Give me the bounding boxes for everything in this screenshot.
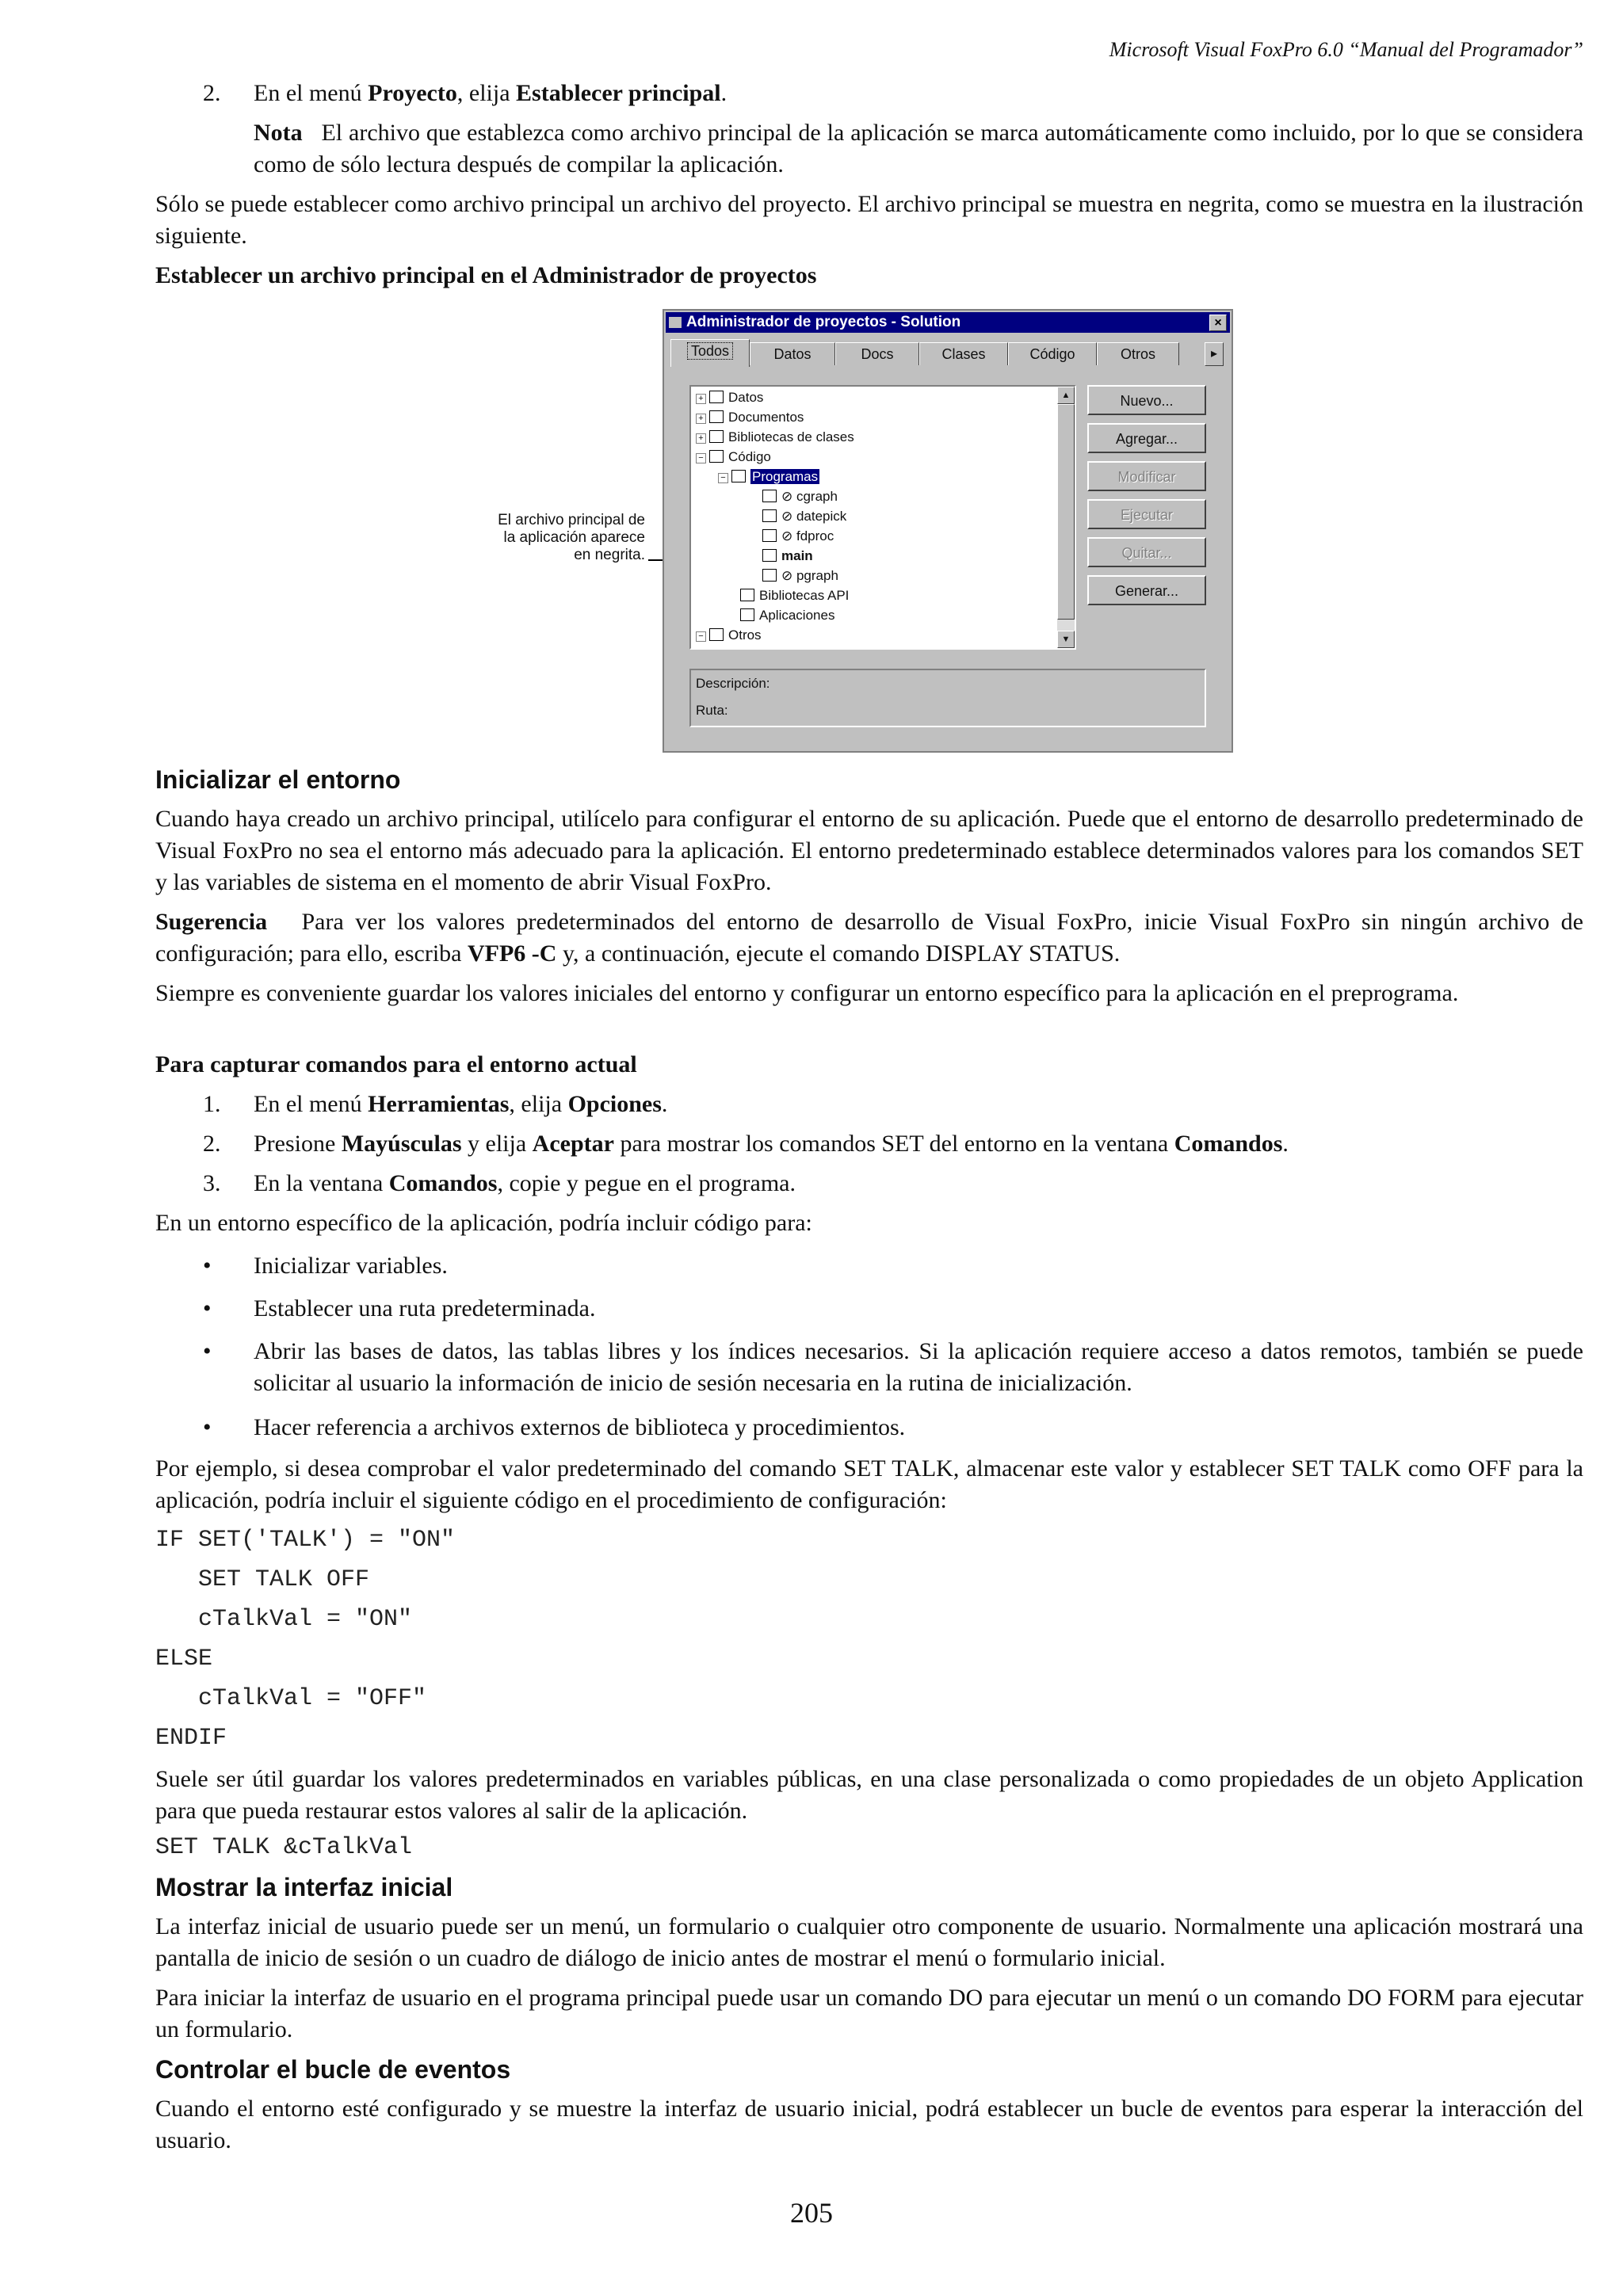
file-icon xyxy=(762,549,777,562)
step-item: 1. En el menú Herramientas, elija Opciones. xyxy=(203,1091,668,1117)
tree-item-programas[interactable]: − Programas xyxy=(718,467,819,486)
tab-strip xyxy=(670,339,1225,368)
paragraph: Cuando haya creado un archivo principal, utilícelo para configurar el entorno de su aplicación. Puede que el entorno de desarrollo predeterminado de Visual FoxPro no sea el entorno más adecuado para la aplicación. El entorno predeterminado establece determinados valores para los comandos SET y las variables de sistema en el momento de abrir Visual FoxPro. xyxy=(155,806,1583,895)
api-library-icon xyxy=(740,589,754,601)
project-icon xyxy=(669,317,682,328)
code-line: cTalkVal = "OFF" xyxy=(155,1685,427,1712)
tab-scroll-arrow-icon[interactable]: ▸ xyxy=(1205,342,1224,366)
collapse-icon[interactable]: − xyxy=(696,631,706,642)
paragraph: Suele ser útil guardar los valores predeterminados en variables públicas, en una clase personalizada o como propiedades de un objeto Application para que pueda restaurar estos valores al salir de la aplicación. xyxy=(155,1766,1583,1824)
heading-interfaz: Mostrar la interfaz inicial xyxy=(155,1873,453,1901)
step-item: 2. Presione Mayúsculas y elija Aceptar para mostrar los comandos SET del entorno en la ventana Comandos. xyxy=(203,1131,1289,1157)
heading-capturar: Para capturar comandos para el entorno actual xyxy=(155,1051,637,1077)
file-icon xyxy=(762,569,777,582)
scroll-thumb[interactable] xyxy=(1057,404,1075,620)
agregar-button[interactable]: Agregar... xyxy=(1087,423,1206,453)
window-title: Administrador de proyectos - Solution xyxy=(686,314,961,330)
expand-icon[interactable]: + xyxy=(696,394,706,404)
code-line: IF SET('TALK') = "ON" xyxy=(155,1527,456,1554)
quitar-button[interactable]: Quitar... xyxy=(1087,537,1206,567)
nuevo-button[interactable]: Nuevo... xyxy=(1087,385,1206,415)
tree-item-codigo[interactable]: − Código xyxy=(696,448,771,467)
description-label: Descripción: xyxy=(696,676,770,691)
code-line: SET TALK &cTalkVal xyxy=(155,1834,413,1861)
other-files-icon xyxy=(709,628,724,641)
tree-item-aplicaciones[interactable]: Aplicaciones xyxy=(740,606,834,625)
bullet-item: • Inicializar variables. xyxy=(203,1253,448,1279)
bullet-item: • Establecer una ruta predeterminada. xyxy=(203,1295,596,1322)
step-number: 2. xyxy=(203,80,221,106)
step-establecer-principal: 2. En el menú Proyecto, elija Establecer principal. xyxy=(203,78,727,109)
expand-icon[interactable]: + xyxy=(696,414,706,424)
tip-paragraph: Sugerencia Para ver los valores predeterminados del entorno de desarrollo de Visual FoxPro, inicie Visual FoxPro sin ningún archivo de configuración; para ello, escriba VFP6 -C y, a continuación, ejecute el comando DISPLAY STATUS. xyxy=(155,909,1583,967)
paragraph: Sólo se puede establecer como archivo principal un archivo del proyecto. El archivo principal se muestra en negrita, como se muestra en la ilustración siguiente. xyxy=(155,191,1583,249)
modificar-button[interactable]: Modificar xyxy=(1087,461,1206,491)
figure-callout: El archivo principal de la aplicación aparece en negrita. xyxy=(498,512,645,563)
tree-scrollbar[interactable] xyxy=(1057,387,1075,648)
note-label: Nota xyxy=(254,120,303,146)
tab-codigo[interactable]: Código xyxy=(1008,342,1097,365)
paragraph: Por ejemplo, si desea comprobar el valor predeterminado del comando SET TALK, almacenar este valor y establecer SET TALK como OFF para la aplicación, podría incluir el siguiente código en el procedimiento de configuración: xyxy=(155,1455,1583,1513)
tree-item-pgraph[interactable]: ⊘ pgraph xyxy=(762,566,838,585)
window-titlebar xyxy=(666,312,1230,333)
figure-caption: Establecer un archivo principal en el Administrador de proyectos xyxy=(155,262,817,288)
tree-item-bibliotecas-api[interactable]: Bibliotecas API xyxy=(740,586,849,605)
tree-item-datos[interactable]: + Datos xyxy=(696,388,763,407)
class-library-icon xyxy=(709,430,724,443)
step-item: 3. En la ventana Comandos, copie y pegue en el programa. xyxy=(203,1170,796,1196)
paragraph: Siempre es conveniente guardar los valores iniciales del entorno y configurar un entorno específico para la aplicación en el preprograma. xyxy=(155,980,1459,1006)
form-icon xyxy=(709,410,724,423)
tip-label: Sugerencia xyxy=(155,909,268,935)
tree-item-fdproc[interactable]: ⊘ fdproc xyxy=(762,527,834,546)
code-line: ENDIF xyxy=(155,1725,227,1752)
tab-clases[interactable]: Clases xyxy=(919,342,1008,365)
file-icon xyxy=(762,529,777,542)
tab-datos[interactable]: Datos xyxy=(750,342,835,365)
paragraph: En un entorno específico de la aplicación, podría incluir código para: xyxy=(155,1210,812,1236)
expand-icon[interactable]: + xyxy=(696,433,706,444)
scroll-down-icon[interactable]: ▼ xyxy=(1057,631,1075,648)
collapse-icon[interactable]: − xyxy=(718,473,728,483)
description-panel xyxy=(689,669,1206,727)
page-number: 205 xyxy=(790,2197,833,2229)
bullet-item: • Abrir las bases de datos, las tablas libres y los índices necesarios. Si la aplicación requiere acceso a datos remotos, también se puede solicitar al usuario la información de inicio de sesión necesaria en la rutina de inicialización. xyxy=(203,1338,1583,1396)
collapse-icon[interactable]: − xyxy=(696,453,706,463)
program-icon xyxy=(731,470,746,482)
application-icon xyxy=(740,608,754,621)
tree-item-datepick[interactable]: ⊘ datepick xyxy=(762,507,846,526)
code-line: cTalkVal = "ON" xyxy=(155,1606,413,1633)
project-tree[interactable] xyxy=(689,385,1076,650)
project-manager-window xyxy=(663,309,1233,753)
code-icon xyxy=(709,450,724,463)
generar-button[interactable]: Generar... xyxy=(1087,575,1206,605)
tree-item-otros[interactable]: − Otros xyxy=(696,626,762,645)
paragraph: La interfaz inicial de usuario puede ser un menú, un formulario o cualquier otro componente de usuario. Normalmente una aplicación mostrará una pantalla de inicio de sesión o un cuadro de diálogo de inicio antes de mostrar el menú o formulario inicial. xyxy=(155,1913,1583,1971)
file-icon xyxy=(762,490,777,502)
heading-bucle: Controlar el bucle de eventos xyxy=(155,2055,511,2084)
close-icon[interactable]: × xyxy=(1209,315,1227,331)
paragraph: Para iniciar la interfaz de usuario en el programa principal puede usar un comando DO para ejecutar un menú o un comando DO FORM para ejecutar un formulario. xyxy=(155,1985,1583,2042)
tab-otros[interactable]: Otros xyxy=(1097,342,1179,365)
heading-inicializar: Inicializar el entorno xyxy=(155,765,401,794)
tree-item-main[interactable]: main xyxy=(762,547,813,566)
tab-todos[interactable]: Todos xyxy=(670,339,750,367)
tree-item-bibliotecas-clases[interactable]: + Bibliotecas de clases xyxy=(696,428,854,447)
scroll-up-icon[interactable]: ▲ xyxy=(1057,387,1075,404)
tree-item-documentos[interactable]: + Documentos xyxy=(696,408,804,427)
running-header: Microsoft Visual FoxPro 6.0 “Manual del Programador” xyxy=(1109,38,1583,61)
database-icon xyxy=(709,391,724,403)
path-label: Ruta: xyxy=(696,703,728,718)
code-line: SET TALK OFF xyxy=(155,1566,370,1593)
tab-docs[interactable]: Docs xyxy=(835,342,919,365)
code-line: ELSE xyxy=(155,1646,213,1672)
tree-item-cgraph[interactable]: ⊘ cgraph xyxy=(762,487,838,506)
paragraph: Cuando el entorno esté configurado y se muestre la interfaz de usuario inicial, podrá establecer un bucle de eventos para esperar la interacción del usuario. xyxy=(155,2096,1583,2153)
ejecutar-button[interactable]: Ejecutar xyxy=(1087,499,1206,529)
bullet-item: • Hacer referencia a archivos externos de biblioteca y procedimientos. xyxy=(203,1414,906,1440)
note-paragraph: Nota El archivo que establezca como archivo principal de la aplicación se marca automáticamente como incluido, por lo que se considera como de sólo lectura después de compilar la aplicación. xyxy=(254,120,1583,177)
file-icon xyxy=(762,509,777,522)
